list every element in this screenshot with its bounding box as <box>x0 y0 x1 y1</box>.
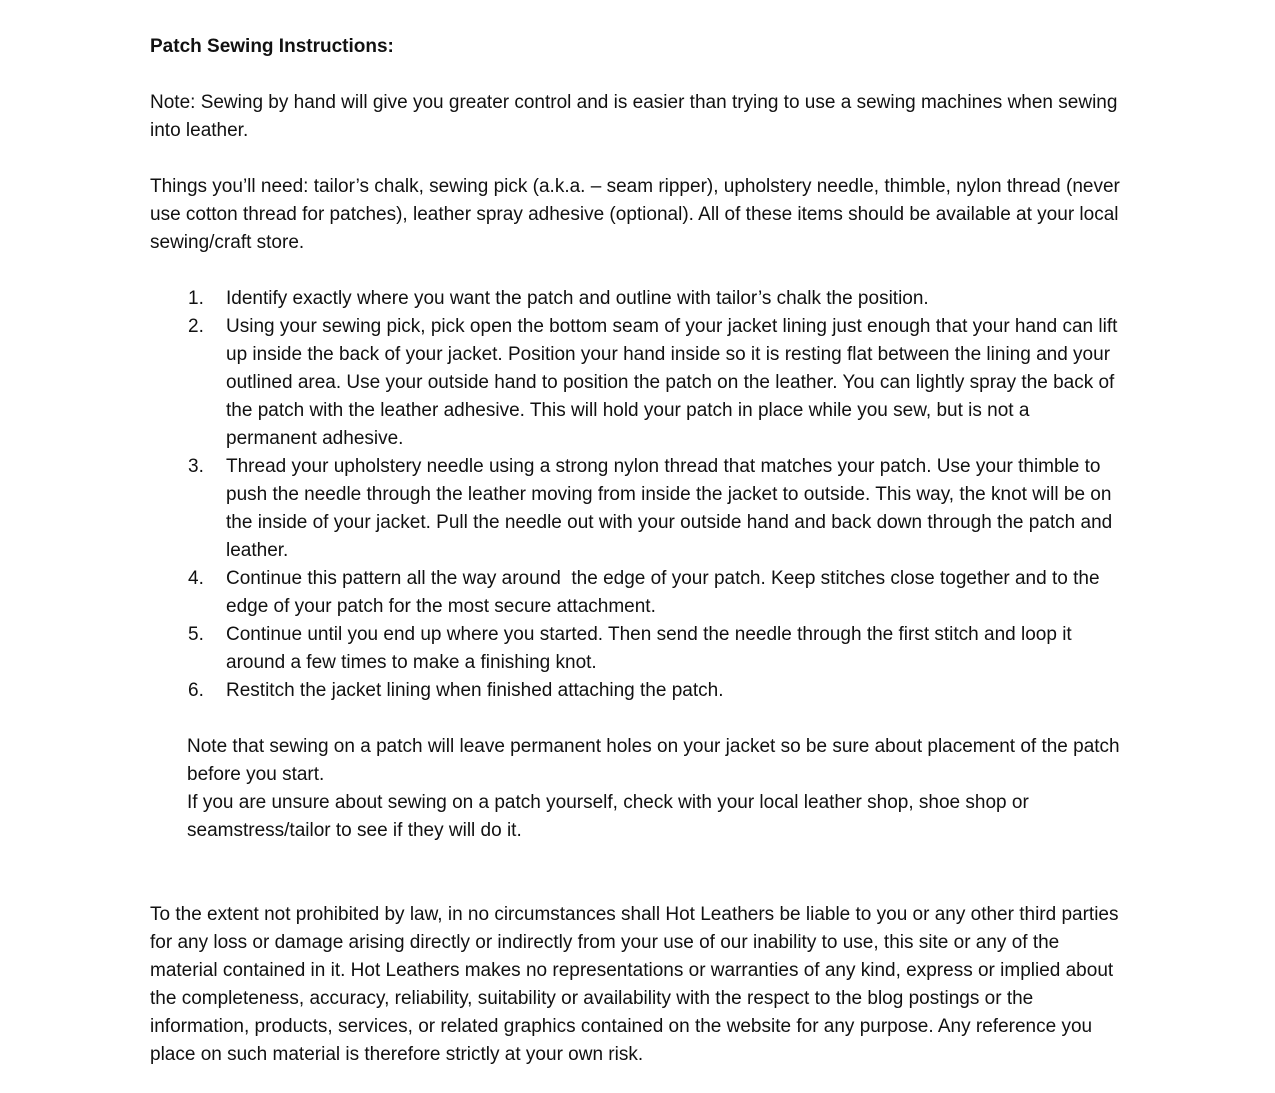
step-number: 2. <box>188 316 204 337</box>
materials-paragraph: Things you’ll need: tailor’s chalk, sewing pick (a.k.a. – seam ripper), upholstery needle, thimble, nylon thread (never use cotton thread for patches), leather spray adhesive (optional). All of these items should be available at your local sewing/craft store. <box>150 176 1126 253</box>
placement-note-line: Note that sewing on a patch will leave permanent holes on your jacket so be sure about placement of the patch before you start. <box>187 736 1125 785</box>
steps-list <box>188 285 1124 705</box>
intro-note-paragraph: Note: Sewing by hand will give you greater control and is easier than trying to use a sewing machines when sewing into leather. <box>150 92 1123 141</box>
step-item <box>188 565 1124 621</box>
step-number: 3. <box>188 456 204 477</box>
step-item <box>188 313 1124 453</box>
step-text: Using your sewing pick, pick open the bottom seam of your jacket lining just enough that your hand can lift up inside the back of your jacket. Position your hand inside so it is resting flat between the lining and your outlined area. Use your outside hand to position the patch on the leather. You can lightly spray the back of the patch with the leather adhesive. This will hold your patch in place while you sew, but is not a permanent adhesive. <box>226 316 1123 449</box>
step-number: 6. <box>188 680 204 701</box>
step-item <box>188 453 1124 565</box>
document-title: Patch Sewing Instructions: <box>150 36 394 57</box>
step-number: 5. <box>188 624 204 645</box>
placement-note-line: If you are unsure about sewing on a patch yourself, check with your local leather shop, shoe shop or seamstress/tailor to see if they will do it. <box>187 792 1035 841</box>
step-text: Thread your upholstery needle using a strong nylon thread that matches your patch. Use your thimble to push the needle through the leather moving from inside the jacket to outside. This way, the knot will be on the inside of your jacket. Pull the needle out with your outside hand and back down through the patch and leather. <box>226 456 1118 561</box>
step-item <box>188 285 1124 313</box>
step-text: Continue until you end up where you started. Then send the needle through the first stitch and loop it around a few times to make a finishing knot. <box>226 624 1077 673</box>
step-number: 1. <box>188 288 204 309</box>
placement-note <box>187 733 1124 845</box>
disclaimer-paragraph: To the extent not prohibited by law, in no circumstances shall Hot Leathers be liable to you or any other third parties for any loss or damage arising directly or indirectly from your use of our inability to use, this site or any of the material contained in it. Hot Leathers makes no representations or warranties of any kind, express or implied about the completeness, accuracy, reliability, suitability or availability with the respect to the blog postings or the information, products, services, or related graphics contained on the website for any purpose. Any reference you place on such material is therefore strictly at your own risk. <box>150 904 1124 1065</box>
step-item <box>188 621 1124 677</box>
step-text: Restitch the jacket lining when finished attaching the patch. <box>226 680 724 701</box>
step-text: Identify exactly where you want the patch and outline with tailor’s chalk the position. <box>226 288 929 309</box>
step-text: Continue this pattern all the way around the edge of your patch. Keep stitches close together and to the edge of your patch for the most secure attachment. <box>226 568 1105 617</box>
step-item <box>188 677 1124 705</box>
step-number: 4. <box>188 568 204 589</box>
